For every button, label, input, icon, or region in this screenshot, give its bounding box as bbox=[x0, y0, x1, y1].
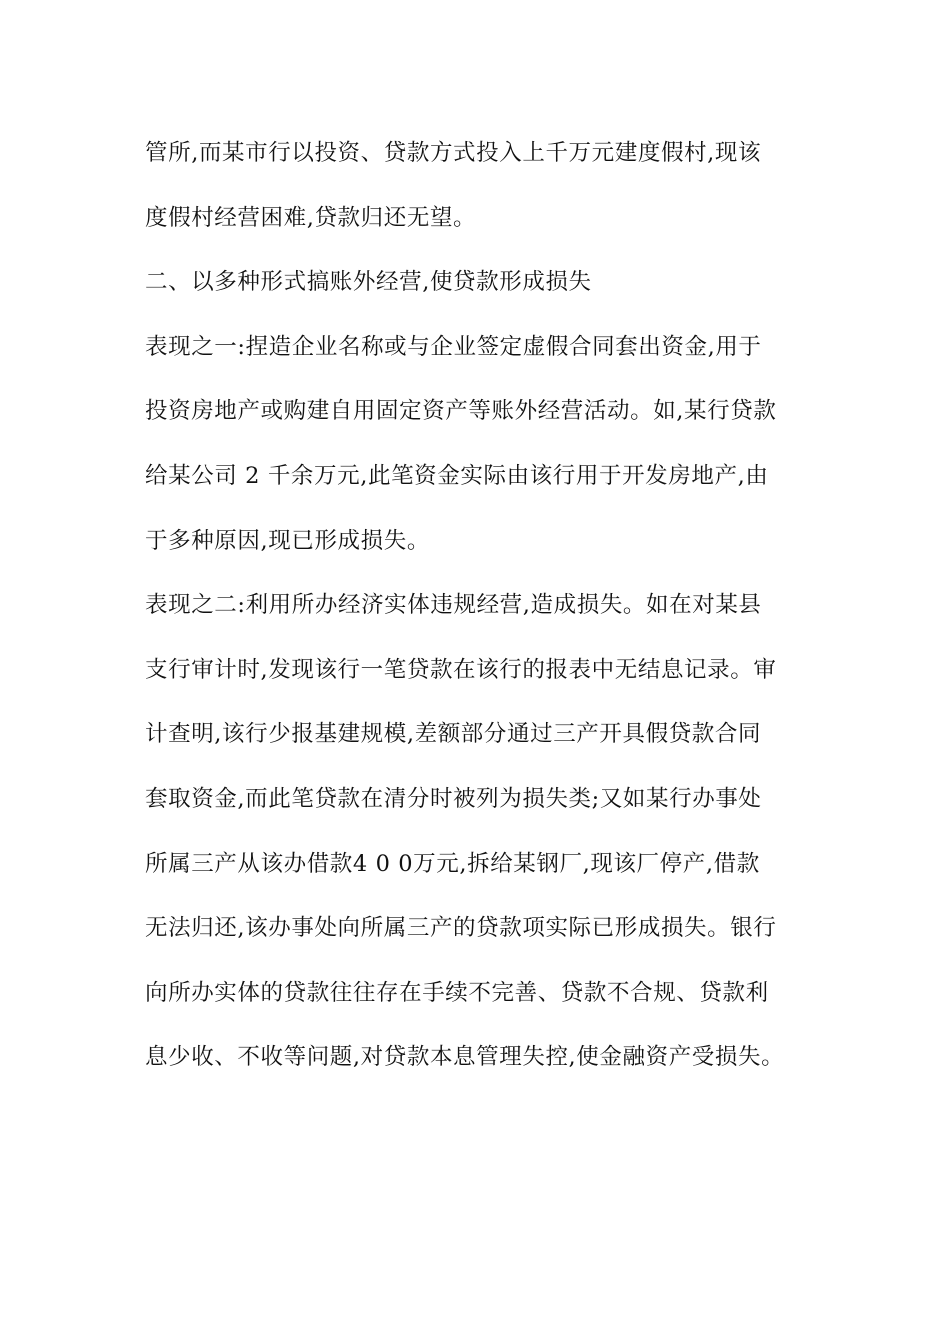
text-line: 向所办实体的贷款往往存在手续不完善、贷款不合规、贷款利 bbox=[145, 979, 769, 1006]
document-body bbox=[145, 128, 835, 1097]
text-line: 息少收、不收等问题,对贷款本息管理失控,使金融资产受损失。 bbox=[145, 1044, 785, 1071]
text-line: 表现之二:利用所办经济实体违规经营,造成损失。如在对某县 bbox=[145, 592, 762, 619]
text-line: 于多种原因,现已形成损失。 bbox=[145, 527, 430, 554]
text-line: 所属三产从该办借款4 0 0万元,拆给某钢厂,现该厂停产,借款 bbox=[145, 850, 760, 877]
text-line: 度假村经营困难,贷款归还无望。 bbox=[145, 204, 477, 231]
text-line: 无法归还,该办事处向所属三产的贷款项实际已形成损失。银行 bbox=[145, 915, 777, 942]
text-line: 投资房地产或购建自用固定资产等账外经营活动。如,某行贷款 bbox=[145, 398, 777, 425]
section-heading: 二、以多种形式搞账外经营,使贷款形成损失 bbox=[145, 269, 592, 296]
text-line: 计查明,该行少报基建规模,差额部分通过三产开具假贷款合同 bbox=[145, 721, 762, 748]
text-line: 套取资金,而此笔贷款在清分时被列为损失类;又如某行办事处 bbox=[145, 785, 762, 812]
text-line: 表现之一:捏造企业名称或与企业签定虚假合同套出资金,用于 bbox=[145, 333, 762, 360]
text-line: 管所,而某市行以投资、贷款方式投入上千万元建度假村,现该 bbox=[145, 140, 762, 166]
text-line: 支行审计时,发现该行一笔贷款在该行的报表中无结息记录。审 bbox=[145, 656, 777, 683]
text-line: 给某公司 2 千余万元,此笔资金实际由该行用于开发房地产,由 bbox=[145, 462, 769, 489]
